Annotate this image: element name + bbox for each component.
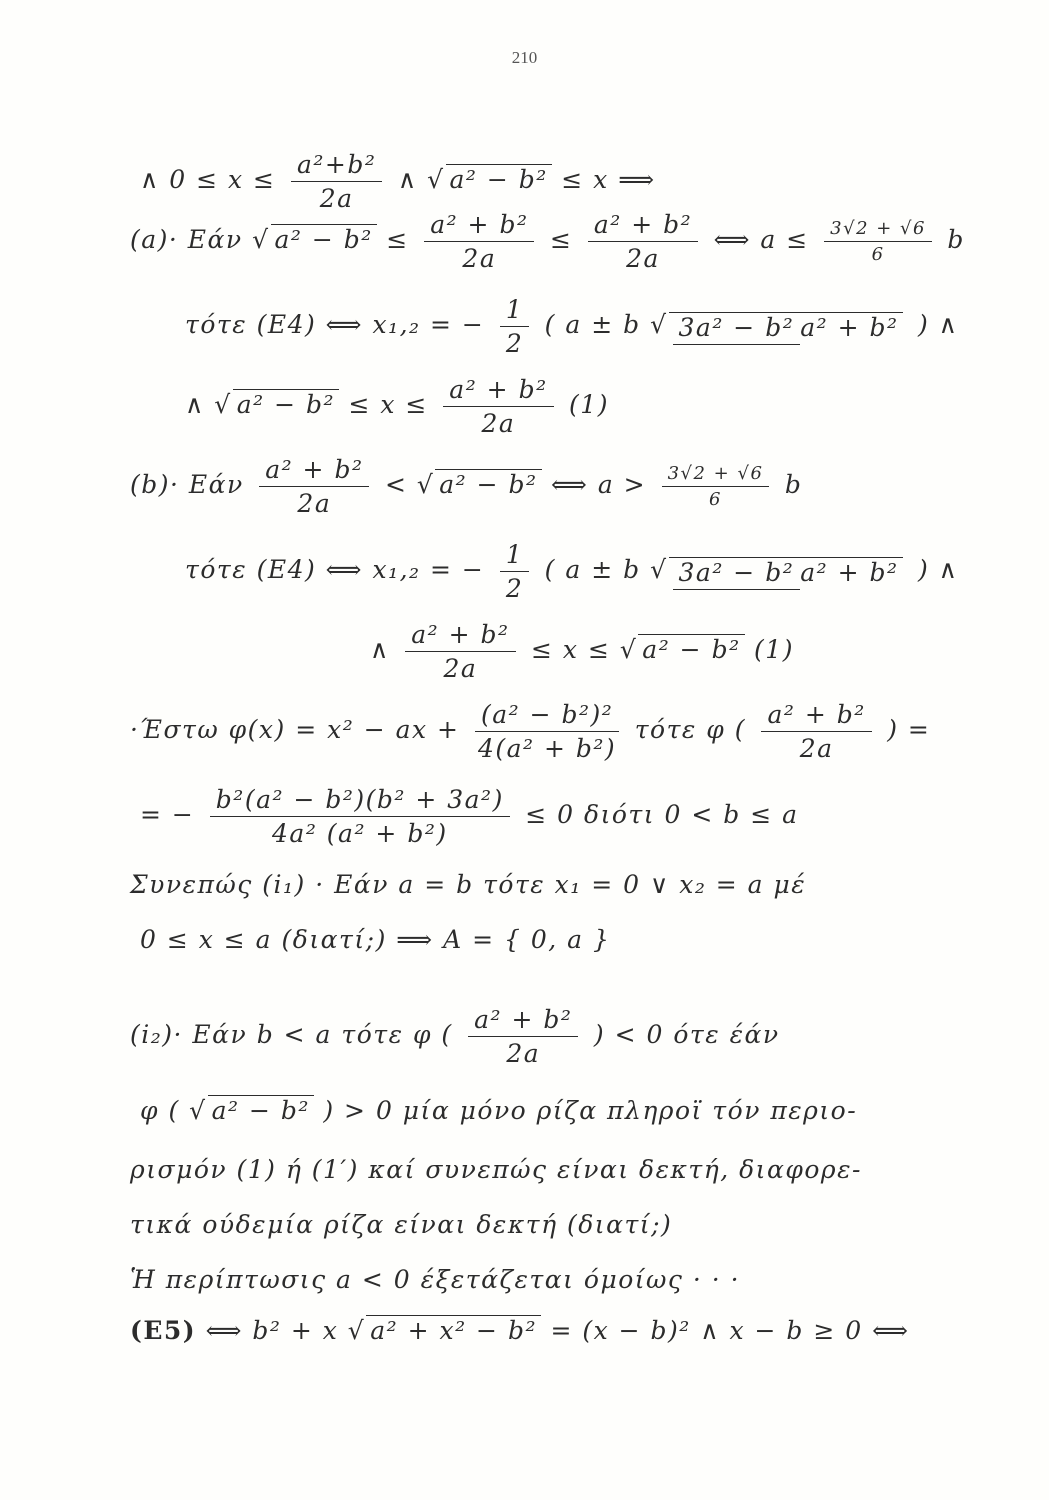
line-2 (130, 210, 965, 273)
denominator: a² + b² (800, 312, 899, 342)
sqrt-sign: √ (650, 310, 668, 339)
denominator: 2a (506, 1039, 541, 1068)
line-16 (130, 1265, 740, 1294)
fraction (405, 620, 515, 683)
fraction (588, 210, 698, 273)
fraction (443, 375, 553, 438)
radicand: a² − b² (638, 634, 744, 664)
text: (b)· Εάν (130, 470, 244, 499)
numerator: a² + b² (259, 455, 369, 487)
fraction (291, 150, 382, 213)
numerator: 1 (500, 540, 529, 572)
line-17 (130, 1315, 909, 1345)
text: ( a ± b (544, 310, 641, 339)
radicand: a² − b² (271, 224, 377, 254)
line-8 (130, 700, 930, 763)
text: φ ( (140, 1096, 180, 1125)
text: ∧ 0 ≤ x ≤ (140, 165, 276, 194)
text: b (947, 225, 965, 254)
fraction (824, 218, 932, 265)
line-13 (140, 1095, 857, 1125)
denominator: 2a (297, 489, 332, 518)
line-7 (370, 620, 794, 683)
text: ≤ x ≤ (348, 390, 428, 419)
denominator: 6 (871, 244, 885, 265)
numerator: 3a² − b² (673, 313, 801, 345)
line-11 (140, 925, 610, 954)
fraction (468, 1005, 578, 1068)
numerator: a² + b² (588, 210, 698, 242)
line-15 (130, 1210, 672, 1239)
radicand: a² − b² (233, 389, 339, 419)
radicand: a² − b² (435, 469, 541, 499)
text: (a)· Εάν (130, 225, 243, 254)
sqrt-sign: √ (619, 635, 638, 664)
line-14 (130, 1155, 862, 1184)
text: ∧ (370, 635, 390, 664)
denominator: 4(a² + b²) (477, 734, 617, 763)
page-number: 210 (511, 48, 538, 67)
numerator: a²+b² (291, 150, 382, 182)
sqrt-sign: √ (252, 225, 270, 254)
text: ∧ (397, 165, 418, 194)
fraction (424, 210, 534, 273)
sqrt-sign: √ (347, 1316, 366, 1345)
denominator: 2a (443, 654, 478, 683)
denominator: 2 (505, 329, 524, 358)
line-10 (130, 870, 806, 899)
fraction (761, 700, 871, 763)
equation-label: (Ε5) (130, 1316, 197, 1345)
text: ⟺ a > (551, 470, 647, 499)
text: b (784, 470, 803, 499)
text: ) = (887, 715, 931, 744)
numerator: b²(a² − b²)(b² + 3a²) (210, 785, 510, 817)
numerator: 3√2 + √6 (824, 218, 932, 242)
text: Συνεπώς (i₁) · Εάν a = b τότε x₁ = 0 ∨ x₂ = a μέ (130, 870, 807, 899)
fraction (210, 785, 510, 848)
text: ≤ x ⟹ (561, 165, 656, 194)
line-5 (130, 455, 802, 518)
line-6 (185, 540, 958, 603)
numerator: a² + b² (405, 620, 515, 652)
text: ) < 0 ότε έάν (593, 1020, 780, 1049)
fraction (662, 463, 770, 510)
denominator: 2a (626, 244, 660, 273)
numerator: 3a² − b² (673, 558, 801, 590)
line-1 (140, 150, 656, 213)
text: ( a ± b (544, 555, 641, 584)
denominator: 2a (462, 244, 497, 273)
denominator: 2a (799, 734, 834, 763)
radicand: a² − b² (208, 1095, 314, 1125)
text: = − (140, 800, 195, 829)
text: ≤ 0 διότι 0 < b ≤ a (525, 800, 799, 829)
sqrt-sign: √ (189, 1096, 207, 1125)
text: ) ∧ (917, 310, 959, 339)
line-3 (185, 295, 958, 358)
equation-tag: (1) (569, 390, 609, 419)
text: ≤ (386, 225, 409, 254)
text: τικά ούδεμία ρίζα είναι δεκτή (διατί;) (130, 1210, 673, 1239)
text: τότε (Ε4) ⟺ x₁,₂ = − (185, 555, 485, 584)
text: ≤ x ≤ (531, 635, 611, 664)
radicand: a² + x² − b² (366, 1315, 541, 1345)
fraction (500, 295, 529, 358)
text: ·Έστω φ(x) = x² − ax + (130, 715, 460, 744)
fraction (500, 540, 529, 603)
text: ∧ (185, 390, 205, 419)
denominator: 6 (709, 489, 722, 510)
fraction (475, 700, 619, 763)
text: ⟺ b² + x (205, 1316, 339, 1345)
line-12 (130, 1005, 780, 1068)
sqrt-sign: √ (650, 555, 668, 584)
numerator: (a² − b²)² (475, 700, 619, 732)
radical-fraction (669, 312, 903, 342)
numerator: 3√2 + √6 (662, 463, 770, 487)
denominator: a² + b² (800, 557, 899, 587)
text: ) > 0 μία μόνο ρίζα πληροϊ τόν περιο- (323, 1096, 858, 1125)
text: 0 ≤ x ≤ a (διατί;) ⟹ A = { 0, a } (140, 925, 611, 954)
text: Ἡ περίπτωσις a < 0 έξετάζεται όμοίως · · · (130, 1265, 741, 1294)
denominator: 2 (505, 574, 524, 603)
text: ) ∧ (917, 555, 959, 584)
line-4 (185, 375, 609, 438)
radicand: a² − b² (446, 164, 552, 194)
numerator: a² + b² (424, 210, 534, 242)
fraction (259, 455, 369, 518)
denominator: 4a² (a² + b²) (272, 819, 448, 848)
sqrt-sign: √ (427, 165, 445, 194)
text: ≤ (549, 225, 573, 254)
line-9 (140, 785, 799, 848)
denominator: 2a (481, 409, 516, 438)
text: = (x − b)² ∧ x − b ≥ 0 ⟺ (550, 1316, 910, 1345)
text: ⟺ a ≤ (713, 225, 809, 254)
sqrt-sign: √ (214, 390, 232, 419)
text: ρισμόν (1) ή (1′) καί συνεπώς είναι δεκτή, διαφορε- (130, 1155, 862, 1184)
numerator: a² + b² (443, 375, 553, 407)
radical-fraction (669, 557, 903, 587)
numerator: a² + b² (468, 1005, 578, 1037)
text: < (384, 470, 408, 499)
text: τότε (Ε4) ⟺ x₁,₂ = − (185, 310, 485, 339)
text: (i₂)· Εάν b < a τότε φ ( (130, 1020, 453, 1049)
equation-tag: (1) (754, 635, 794, 664)
sqrt-sign: √ (416, 470, 435, 499)
text: τότε φ ( (634, 715, 746, 744)
numerator: 1 (500, 295, 529, 327)
numerator: a² + b² (761, 700, 871, 732)
denominator: 2a (319, 184, 354, 213)
